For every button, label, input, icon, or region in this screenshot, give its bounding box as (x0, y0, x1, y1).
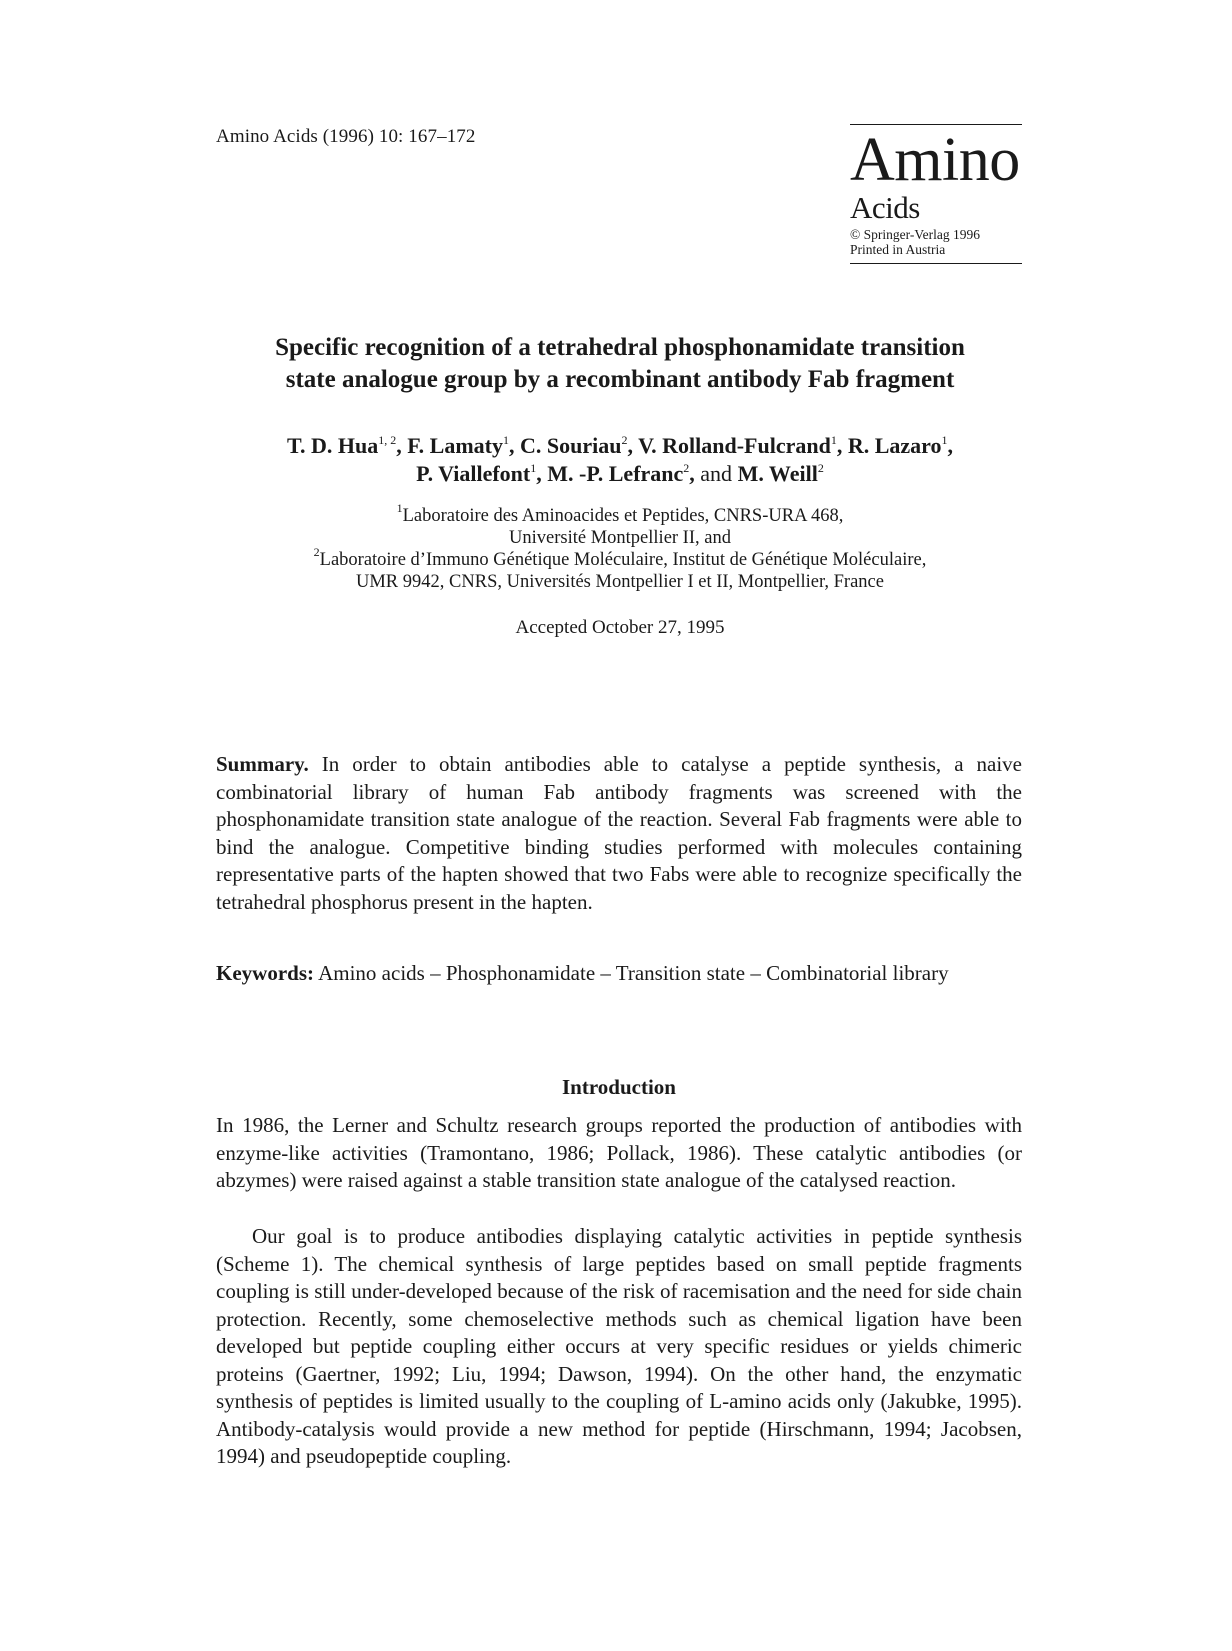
author-line-2: P. Viallefont$^1$, M. -P. Lefranc$^2$, and M. Weill$^2$ (416, 461, 824, 486)
title-line-1: Specific recognition of a tetrahedral phosphonamidate transition (275, 334, 965, 361)
accepted-date: Accepted October 27, 1995 (515, 617, 725, 638)
introduction-heading: Introduction (562, 1075, 676, 1099)
author-affil-sup: 2 (817, 461, 824, 475)
affil-sup: 2 (313, 545, 320, 559)
journal-citation: Amino Acids (1996) 10: 167–172 (216, 126, 476, 147)
author-affil-sup: 2 (683, 461, 690, 475)
affil-sup: 1 (396, 501, 403, 515)
author-name: V. Rolland-Fulcrand (638, 433, 831, 458)
author-and: and (700, 461, 733, 486)
summary-label: Summary. (216, 752, 309, 776)
author-affil-sup: 1 (530, 461, 537, 475)
author-affil-sup: 1 (941, 433, 948, 447)
affiliation-text: Laboratoire d’Immuno Génétique Moléculaire, Institut de Génétique Moléculaire, (319, 550, 927, 570)
author-affil-sup: 1 (830, 433, 837, 447)
logo-top-rule (850, 124, 1022, 125)
affiliation-2-line-1 (200, 545, 1040, 571)
logo-bottom-rule (850, 263, 1022, 264)
logo-word-acids: Acids (850, 190, 920, 225)
author-name: C. Souriau (519, 433, 622, 458)
author-line-1: T. D. Hua$^{1, 2}$, F. Lamaty$^1$, C. Souriau$^2$, V. Rolland-Fulcrand$^1$, R. Lazaro$^1$, (286, 433, 954, 458)
author-name: M. Weill (737, 461, 818, 486)
logo-word-amino: Amino (850, 126, 1020, 194)
journal-logo (850, 124, 1022, 264)
affiliation-1-line-1 (200, 501, 1040, 527)
keywords-label: Keywords: (216, 961, 314, 985)
author-name: M. -P. Lefranc (547, 461, 684, 486)
keywords-text: Amino acids – Phosphonamidate – Transition state – Combinatorial library (318, 961, 949, 985)
summary-text: In order to obtain antibodies able to catalyse a peptide synthesis, a naive combinatorial library of human Fab antibody fragments was screened with the phosphonamidate transition state analogue of the reaction. Several Fab fragments were able to bind the analogue. Competitive binding studies performed with molecules containing representative parts of the hapten showed that two Fabs were able to recognize specifically the tetrahedral phosphorus present in the hapten. (216, 752, 1023, 914)
article-title (200, 332, 1040, 396)
author-affil-sup: 1 (502, 433, 509, 447)
author-name: T. D. Hua (286, 433, 379, 458)
affiliations (200, 501, 1040, 593)
author-affil-sup: 2 (621, 433, 628, 447)
summary-paragraph (216, 751, 1022, 916)
affiliation-2-line-2: UMR 9942, CNRS, Universités Montpellier I et II, Montpellier, France (356, 572, 884, 592)
author-name: R. Lazaro (847, 433, 942, 458)
logo-copyright: © Springer-Verlag 1996 (850, 227, 980, 242)
keywords-paragraph (216, 960, 1022, 988)
affiliation-text: Laboratoire des Aminoacides et Peptides, CNRS-URA 468, (402, 506, 844, 526)
affiliation-1-line-2: Université Montpellier II, and (509, 528, 731, 548)
logo-printed: Printed in Austria (850, 242, 946, 257)
author-name: F. Lamaty (407, 433, 503, 458)
author-affil-sup: 1, 2 (378, 433, 397, 447)
introduction-paragraph-2: Our goal is to produce antibodies displaying catalytic activities in peptide synthesis (Scheme 1). The chemical synthesis of large peptides based on small peptide fragments coupling is still under-developed because of the risk of racemisation and the need for side chain protection. Recently, some chemoselective methods such as chemical ligation have been developed but peptide coupling either occurs at very specific residues or yields chimeric proteins (Gaertner, 1992; Liu, 1994; Dawson, 1994). On the other hand, the enzymatic synthesis of peptides is limited usually to the coupling of L-amino acids only (Jakubke, 1995). Antibody-catalysis would provide a new method for peptide (Hirschmann, 1994; Jacobsen, 1994) and pseudopeptide coupling. (216, 1224, 1022, 1468)
introduction-paragraph-1: In 1986, the Lerner and Schultz research groups reported the production of antibodies with enzyme-like activities (Tramontano, 1986; Pollack, 1986). These catalytic antibodies (or abzymes) were raised against a stable transition state analogue of the catalysed reaction. (216, 1113, 1022, 1192)
title-line-2: state analogue group by a recombinant antibody Fab fragment (285, 366, 955, 393)
author-list (200, 432, 1040, 488)
author-name: P. Viallefont (416, 461, 531, 486)
